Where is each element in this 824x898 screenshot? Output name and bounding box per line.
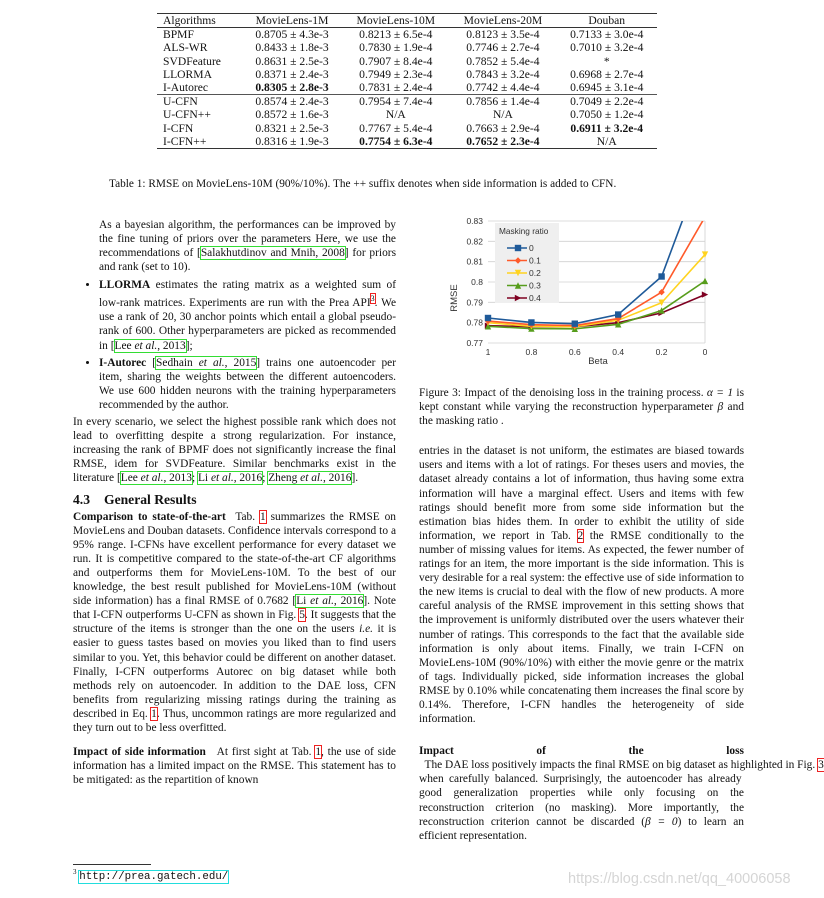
- table-row: [157, 68, 657, 81]
- cell-douban: 0.7050 ± 1.2e-4: [570, 108, 644, 122]
- text: . We use a rank of 20, 30 anchor points which entail a global pseudo-rank of 600. Other hyperparameters are picked as recommended in [: [99, 297, 396, 352]
- comparison-paragraph: [73, 510, 396, 736]
- table-row: [157, 41, 657, 54]
- table-ref-link[interactable]: 1: [315, 746, 322, 759]
- footnote-url-link[interactable]: http://prea.gatech.edu/: [79, 870, 229, 883]
- text: ].: [351, 472, 359, 485]
- y-tick-label: 0.77: [466, 338, 483, 348]
- text: As a bayesian algorithm, the performances can be improved by the fine tuning of priors over the parameters Here, we use the recommendations of [: [99, 219, 396, 260]
- y-tick-label: 0.83: [466, 216, 483, 226]
- cell-douban: *: [603, 54, 610, 68]
- citation-link[interactable]: Li et al., 2016: [197, 472, 263, 485]
- cell-ml20m: 0.7746 ± 2.7e-4: [466, 41, 540, 55]
- cell-douban: N/A: [556, 135, 657, 149]
- list-item-llorma: [99, 278, 396, 352]
- legend-label: 0.3: [529, 280, 541, 291]
- data-point: [702, 214, 708, 220]
- cell-ml1m: 0.8631 ± 2.5e-3: [255, 54, 329, 68]
- paragraph-label: Impact of side information: [73, 746, 206, 759]
- cell-ml20m: 0.8123 ± 3.5e-4: [466, 28, 540, 42]
- text: In every scenario, we select the highest possible rank which does not lead to overfitting despite a strong regularization. For instance, increasing the rank of BPMF does not significantly increase the final RMSE, idem for SVDFeature. Similar benchmarks exist in the literature [: [73, 416, 396, 485]
- cell-ml10m: 0.7767 ± 5.4e-4: [359, 121, 433, 135]
- section-title: General Results: [104, 492, 197, 508]
- cell-algo: SVDFeature: [163, 54, 221, 68]
- footnote-link[interactable]: 3: [370, 294, 375, 304]
- table-row: [157, 28, 657, 42]
- cell-ml1m: 0.8572 ± 1.6e-3: [255, 108, 329, 122]
- header-douban: Douban: [588, 14, 626, 27]
- equation-ref-link[interactable]: 1: [151, 707, 157, 720]
- text: Figure 3: Impact of the denoising loss in the training process.: [419, 387, 707, 399]
- text: ] trains one autoencoder per item, sharing the weights between the different autoencoders. We use 600 hidden neurons with the training hyperparameters recommended by the author.: [99, 356, 396, 411]
- text: entries in the dataset is not uniform, the estimates are biased towards users and items with a lot of ratings. For theses users and movies, the dataset already contains a lot of information, thus having some extra information will have a marginal effect. Users and items with few ratings should benefit more from some side information but the estimation bias hides them. In order to exhibit the utility of side information, we report in Tab.: [419, 445, 744, 542]
- table-row: [157, 108, 657, 121]
- data-point: [485, 315, 491, 321]
- cell-ml20m-best: 0.7652 ± 2.3e-4: [449, 135, 556, 149]
- x-tick-label: 0: [702, 347, 708, 357]
- term-label: I-Autorec: [99, 356, 147, 369]
- data-point: [528, 319, 534, 325]
- table-row: [157, 122, 657, 135]
- cell-ml10m: 0.7907 ± 8.4e-4: [359, 54, 433, 68]
- text: The DAE loss positively impacts the final RMSE on big dataset as highlighted in Fig.: [419, 759, 819, 772]
- text: [: [146, 356, 157, 369]
- right-column: [419, 386, 824, 843]
- data-point: [658, 300, 664, 306]
- cell-ml10m: 0.7830 ± 1.9e-4: [359, 41, 433, 55]
- cell-algo: I-CFN++: [157, 135, 242, 149]
- cell-douban: 0.7010 ± 3.2e-4: [570, 41, 644, 55]
- cell-ml10m: 0.7831 ± 2.4e-4: [359, 81, 433, 95]
- legend-title: Masking ratio: [499, 226, 549, 236]
- x-tick-label: 0.8: [525, 347, 538, 357]
- cell-ml1m-best: 0.8305 ± 2.8e-3: [255, 81, 329, 95]
- cell-ml10m: 0.8213 ± 6.5e-4: [359, 28, 433, 42]
- text: is kept constant while varying the reconstruction hyperparameter: [419, 387, 744, 414]
- side-info-paragraph: [73, 745, 396, 787]
- footnote: [73, 868, 228, 883]
- citation-link[interactable]: Salakhutdinov and Mnih, 2008: [200, 247, 345, 260]
- loss-paragraph: [419, 744, 824, 843]
- left-column: [73, 218, 396, 787]
- citation-link[interactable]: Zheng et al., 2016: [268, 472, 352, 485]
- y-tick-label: 0.81: [466, 256, 483, 267]
- cell-ml20m: 0.7856 ± 1.4e-4: [449, 95, 556, 109]
- rmse-beta-chart: [445, 213, 715, 367]
- x-axis-label: Beta: [588, 356, 608, 367]
- data-point: [615, 311, 621, 317]
- paragraph-label: Impact of the loss: [419, 745, 744, 758]
- table-row: [157, 135, 657, 149]
- term-label: LLORMA: [99, 279, 151, 292]
- section-heading: [73, 493, 396, 507]
- section-number: 4.3: [73, 492, 90, 508]
- cell-ml10m: N/A: [385, 108, 406, 122]
- x-tick-label: 0.2: [655, 347, 668, 357]
- text: . Thus, uncommon ratings are more regularized and they turn out to be less overfitted.: [73, 707, 396, 734]
- list-item-autorec: [99, 356, 396, 412]
- cell-ml1m: 0.8705 ± 4.3e-3: [255, 28, 329, 42]
- math: β = 0: [645, 815, 678, 828]
- table-ref-link[interactable]: 1: [260, 510, 266, 523]
- header-ml10m: MovieLens-10M: [356, 14, 436, 27]
- table-header-row: [157, 14, 657, 28]
- x-tick-label: 1: [485, 347, 491, 357]
- text: estimates the rating matrix as a weighted sum of low-rank matrices. Experiments are run with the Prea API: [99, 279, 396, 310]
- text: ;: [191, 472, 198, 485]
- cell-ml20m: 0.7742 ± 4.4e-4: [466, 81, 540, 95]
- footnote-rule: [73, 864, 151, 865]
- data-point: [702, 278, 708, 284]
- cell-algo: LLORMA: [163, 67, 212, 81]
- cell-ml1m: 0.8321 ± 2.5e-3: [255, 121, 329, 135]
- cell-ml10m: 0.7954 ± 7.4e-4: [342, 95, 449, 109]
- x-tick-label: 0.6: [568, 347, 581, 357]
- table-caption: Table 1: RMSE on MovieLens-10M (90%/10%). The ++ suffix denotes when side information is added to CFN.: [109, 178, 617, 190]
- legend-label: 0.2: [529, 268, 541, 278]
- cell-ml1m: 0.8371 ± 2.4e-3: [255, 67, 329, 81]
- figure-ref-link[interactable]: 3: [818, 759, 824, 772]
- citation-link[interactable]: Li et al., 2016: [296, 595, 364, 608]
- header-algorithms: Algorithms: [163, 14, 216, 27]
- y-axis-label: RMSE: [449, 284, 460, 312]
- y-tick-label: 0.79: [466, 297, 483, 308]
- legend-label: 0: [529, 243, 534, 253]
- y-axis-ticks: [466, 216, 483, 348]
- text: i.e.: [359, 623, 373, 636]
- cell-douban: 0.6945 ± 3.1e-4: [570, 81, 644, 95]
- legend-label: 0.4: [529, 293, 541, 303]
- results-table: [157, 13, 657, 149]
- scenario-paragraph: [73, 415, 396, 485]
- text: ];: [185, 339, 193, 352]
- citation-link[interactable]: Sedhain et al., 2015: [156, 356, 257, 369]
- data-point: [702, 157, 708, 163]
- cell-ml1m: 0.8316 ± 1.9e-3: [242, 135, 342, 149]
- cell-ml10m: 0.7949 ± 2.3e-4: [359, 67, 433, 81]
- cell-algo: BPMF: [163, 28, 194, 42]
- legend-label: 0.1: [529, 255, 541, 266]
- text: summarizes the RMSE on MovieLens and Douban datasets. Confidence intervals correspond to a 95% range. I-CFNs have excellent performance for every dataset we run. It is competitive compared to the state-of-the-art CF algorithms and outperforms them for MovieLens-10M. To the best of our knowledge, the best result published for MovieLens-10M (without side information) has a final RMSE of 0.7682 [: [73, 510, 396, 608]
- watermark: https://blog.csdn.net/qq_40006058: [568, 871, 791, 887]
- math: α = 1: [706, 387, 734, 399]
- text: At first sight at Tab.: [205, 746, 316, 759]
- text: it is easier to guess tastes based on movies you liked than to find users similar to you. Yet, this behavior could be different on another dataset. Finally, I-CFN outperforms Autorec on big dataset while both methods rely on autoencoder. In addition to the DAE loss, CFN benefits from regularizing missing ratings during the training as described in Eq.: [73, 623, 396, 720]
- bpmf-paragraph: [73, 218, 396, 274]
- cell-ml10m-best: 0.7754 ± 6.3e-4: [342, 135, 449, 149]
- cell-ml20m: N/A: [492, 108, 513, 122]
- cell-algo: I-Autorec: [163, 81, 209, 95]
- text: Tab.: [225, 510, 260, 523]
- cell-ml20m: 0.7852 ± 5.4e-4: [466, 54, 540, 68]
- cell-algo: ALS-WR: [163, 41, 208, 55]
- cell-algo: U-CFN: [157, 95, 242, 109]
- text: , the use of side information has a limited impact on the RMSE. This statement has to be mitigated: as the repartition of known: [73, 746, 396, 787]
- cell-ml1m: 0.8433 ± 1.8e-3: [255, 41, 329, 55]
- text: ) to learn an efficient representation.: [419, 815, 745, 842]
- data-point: [572, 320, 578, 326]
- header-ml1m: MovieLens-1M: [255, 14, 329, 27]
- algorithm-list: [73, 278, 396, 412]
- text: . It suggests that the structure of the items is stronger than the one on the users: [73, 609, 396, 636]
- math: β: [717, 401, 724, 414]
- cell-ml20m: 0.7663 ± 2.9e-4: [466, 121, 540, 135]
- header-ml20m: MovieLens-20M: [463, 14, 543, 27]
- text: when carefully balanced. Surprisingly, the autoencoder has already good generalization properties while only focusing on the reconstruction criterion (no masking). More importantly, the reconstruction criterion cannot be discarded (: [419, 773, 744, 828]
- y-tick-label: 0.8: [471, 277, 483, 287]
- table-row: [157, 81, 657, 95]
- table-row: [157, 95, 657, 109]
- citation-link[interactable]: Lee et al., 2013: [114, 339, 186, 352]
- cell-douban: 0.6968 ± 2.7e-4: [570, 67, 644, 81]
- cell-ml20m: 0.7843 ± 3.2e-4: [466, 67, 540, 81]
- citation-link[interactable]: Lee et al., 2013: [120, 472, 192, 485]
- table-ref-link[interactable]: 2: [577, 529, 584, 542]
- cell-douban-best: 0.6911 ± 3.2e-4: [570, 121, 644, 135]
- figure-caption: [419, 386, 744, 428]
- cell-ml1m: 0.8574 ± 2.4e-3: [242, 95, 342, 109]
- text: and the masking ratio .: [419, 401, 744, 428]
- y-tick-label: 0.82: [466, 236, 483, 247]
- cell-algo: I-CFN: [163, 121, 194, 135]
- figure-ref-link[interactable]: 5: [299, 609, 305, 622]
- cell-algo: U-CFN++: [163, 108, 211, 122]
- side-info-continued-paragraph: [419, 444, 744, 726]
- text: ] for priors and rank (set to 10).: [99, 247, 397, 274]
- table-row: [157, 55, 657, 68]
- cell-douban: 0.7133 ± 3.0e-4: [570, 28, 644, 42]
- data-point: [515, 245, 521, 251]
- text: the RMSE conditionally to the number of missing values for items. As expected, the fewer number of ratings for an item, the more important is the side information. This is very desirable for a real system: the effective use of side information to the new items is crucial to deal with the flow of new products. A more careful analysis of the RMSE improvement in this setting shows that the improvement is uniformly distributed over the users whatever their number of ratings. This corresponds to the fact that the available side information is only about items. Finally, we train I-CFN on MovieLens-10M (90%/10%) with either the movie genre or the matrix of tags. Individually picked, side information increases the global RMSE by 0.10% while concatenating them increases the final score by 0.14%. Therefore, I-CFN handles the heterogeneity of side information.: [419, 529, 744, 726]
- data-point: [658, 273, 664, 279]
- y-tick-label: 0.78: [466, 317, 483, 328]
- cell-douban: 0.7049 ± 2.2e-4: [556, 95, 657, 109]
- x-tick-label: 0.4: [612, 347, 625, 357]
- text: ]. Note that I-CFN outperforms U-CFN as shown in Fig.: [73, 595, 396, 622]
- chart-legend: [495, 223, 559, 303]
- paragraph-label: Comparison to state-of-the-art: [73, 510, 226, 523]
- text: ;: [262, 472, 269, 485]
- footnote-number: 3: [73, 868, 77, 876]
